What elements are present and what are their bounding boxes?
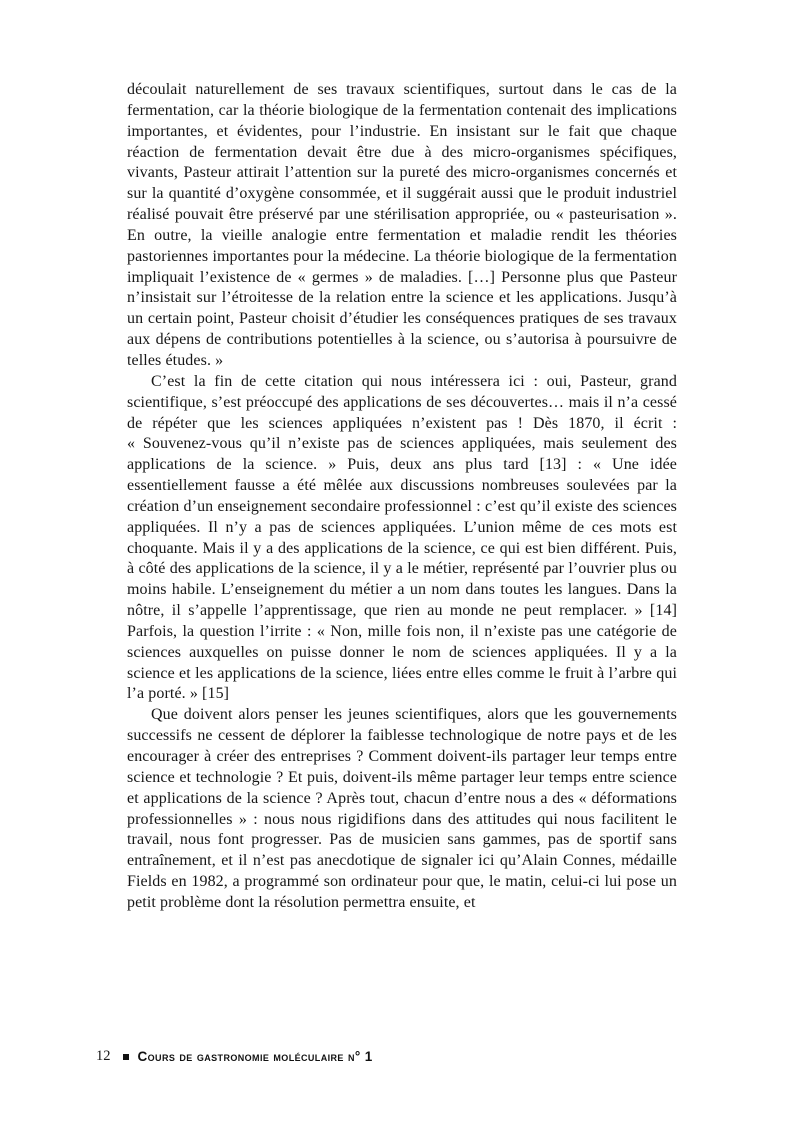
page-footer bbox=[96, 1048, 373, 1064]
body-paragraph-3: Que doivent alors penser les jeunes scientifiques, alors que les gouvernements successifs ne cessent de déplorer la faiblesse technologique de notre pays et de les encourager à créer des entreprises ? Comment doivent-ils partager leur temps entre science et technologie ? Et puis, doivent-ils même partager leur temps entre science et applications de la science ? Après tout, chacun d’entre nous a des « déformations professionnelles » : nous nous rigidifions dans des attitudes qui nous facilitent le travail, nous font progresser. Pas de musicien sans gammes, pas de sportif sans entraînement, et il n’est pas anecdotique de signaler ici qu’Alain Connes, médaille Fields en 1982, a programmé son ordinateur pour que, le matin, celui-ci lui pose un petit problème dont la résolution permettra ensuite, et bbox=[127, 706, 677, 911]
book-title: Cours de gastronomie moléculaire n° 1 bbox=[137, 1048, 373, 1064]
square-bullet-icon bbox=[123, 1054, 129, 1060]
body-paragraph-1: découlait naturellement de ses travaux scientifiques, surtout dans le cas de la fermentation, car la théorie biologique de la fermentation contenait des implications importantes, et évidentes, pour l’industrie. En insistant sur le fait que chaque réaction de fermentation devait être due à des micro-organismes spécifiques, vivants, Pasteur attirait l’attention sur la pureté des micro-organismes concernés et sur la quantité d’oxygène consommée, et il suggérait aussi que le produit industriel réalisé pouvait être préservé par une stérilisation appropriée, ou « pasteurisation ». En outre, la vieille analogie entre fermentation et maladie rendit les théories pastoriennes importantes pour la médecine. La théorie biologique de la fermentation impliquait l’existence de « germes » de maladies. […] Personne plus que Pasteur n’insistait sur l’étroitesse de la relation entre la science et les applications. Jusqu’à un certain point, Pasteur choisit d’étudier les conséquences pratiques de ses travaux aux dépens de contributions potentielles à la science, ou s’autorisa à poursuivre de telles études. » bbox=[127, 81, 677, 369]
body-paragraph-2: C’est la fin de cette citation qui nous intéressera ici : oui, Pasteur, grand scientifique, s’est préoccupé des applications de ses découvertes… mais il n’a cessé de répéter que les sciences appliquées n’existent pas ! Dès 1870, il écrit : « Souvenez-vous qu’il n’existe pas de sciences appliquées, mais seulement des applications de la science. » Puis, deux ans plus tard [13] : « Une idée essentiellement fausse a été mêlée aux discussions nombreuses soulevées par la création d’un enseignement secondaire professionnel : c’est qu’il existe des sciences appliquées. Il n’y a pas de sciences appliquées. L’union même de ces mots est choquante. Mais il y a des applications de la science, ce qui est bien différent. Puis, à côté des applications de la science, il y a le métier, représenté par l’ouvrier plus ou moins habile. L’enseignement du métier a un nom dans toutes les langues. Dans la nôtre, il s’appelle l’apprentissage, que rien au monde ne peut remplacer. » [14] Parfois, la question l’irrite : « Non, mille fois non, il n’existe pas une catégorie de sciences auxquelles on puisse donner le nom de sciences appliquées. Il y a la science et les applications de la science, liées entre elles comme le fruit à l’arbre qui l’a porté. » [15] bbox=[127, 372, 677, 703]
page-number: 12 bbox=[96, 1047, 111, 1064]
page-text-block bbox=[127, 80, 677, 914]
